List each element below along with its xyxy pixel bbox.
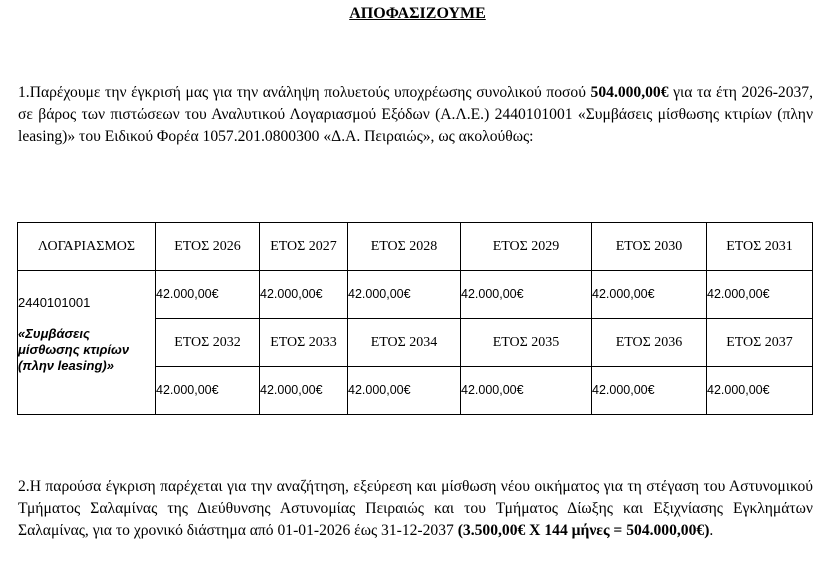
paragraph-2-calculation: (3.500,00€ Χ 144 μήνες = 504.000,00€)	[457, 522, 710, 539]
amount-cell	[461, 367, 592, 415]
paragraph-1-text-end: για τα έτη 2026-2037, σε βάρος των πιστώσεων του Αναλυτικού Λογαριασμού Εξόδων (Α.Λ.Ε.) 2440101001 «Συμβάσεις μίσθωσης κτιρίων (πλην leasing)» του Ειδικού Φορέα 1057.201.0800300 «Δ.Α. Πειραιώς», ως ακολούθως:	[18, 84, 813, 145]
year-header: ΕΤΟΣ 2032	[156, 319, 260, 367]
account-cell	[18, 271, 156, 415]
table-row	[18, 271, 813, 319]
paragraph-1	[18, 82, 813, 148]
amount-cell	[461, 271, 592, 319]
paragraph-2	[18, 476, 813, 542]
table-header-row	[18, 223, 813, 271]
amount-value: 42.000,00€	[260, 383, 323, 397]
year-header: ΕΤΟΣ 2026	[156, 223, 260, 271]
amount-value: 42.000,00€	[156, 383, 219, 397]
amount-value: 42.000,00€	[348, 383, 411, 397]
year-header: ΕΤΟΣ 2036	[592, 319, 707, 367]
amount-value: 42.000,00€	[592, 287, 655, 301]
amount-value: 42.000,00€	[348, 287, 411, 301]
amount-cell	[592, 271, 707, 319]
amount-value: 42.000,00€	[592, 383, 655, 397]
amount-value: 42.000,00€	[707, 287, 770, 301]
year-header: ΕΤΟΣ 2033	[260, 319, 348, 367]
amount-cell	[260, 271, 348, 319]
decision-heading: ΑΠΟΦΑΣΙΖΟΥΜΕ	[349, 5, 486, 22]
amount-value: 42.000,00€	[156, 287, 219, 301]
paragraph-1-text-start: 1.Παρέχουμε την έγκρισή μας για την ανάληψη πολυετούς υποχρέωσης συνολικού ποσού	[18, 84, 591, 101]
year-header: ΕΤΟΣ 2037	[707, 319, 813, 367]
amount-value: 42.000,00€	[461, 287, 524, 301]
amount-value: 42.000,00€	[707, 383, 770, 397]
budget-table	[17, 222, 813, 415]
account-header: ΛΟΓΑΡΙΑΣΜΟΣ	[18, 223, 156, 271]
paragraph-1-amount: 504.000,00€	[590, 84, 669, 101]
year-header: ΕΤΟΣ 2027	[260, 223, 348, 271]
account-description: «Συμβάσεις μίσθωσης κτιρίων (πλην leasing)»	[18, 326, 130, 373]
amount-cell	[348, 271, 461, 319]
amount-cell	[348, 367, 461, 415]
year-header: ΕΤΟΣ 2028	[348, 223, 461, 271]
amount-cell	[592, 367, 707, 415]
paragraph-2-text-end: .	[709, 522, 714, 539]
amount-cell	[707, 271, 813, 319]
year-header: ΕΤΟΣ 2029	[461, 223, 592, 271]
paragraph-2-text-start: 2.Η παρούσα έγκριση παρέχεται για την αναζήτηση, εξεύρεση και μίσθωση νέου οικήματος για τη στέγαση του Αστυνομικού Τμήματος Σαλαμίνας της Διεύθυνσης Αστυνομίας Πειραιώς και του Τμήματος Δίωξης και Εξιχνίασης Εγκλημάτων Σαλαμίνας, για το χρονικό διάστημα από 01-01-2026 έως 31-12-2037	[18, 478, 813, 539]
year-header: ΕΤΟΣ 2034	[348, 319, 461, 367]
amount-cell	[707, 367, 813, 415]
year-header: ΕΤΟΣ 2030	[592, 223, 707, 271]
amount-cell	[156, 271, 260, 319]
amount-cell	[260, 367, 348, 415]
account-code: 2440101001	[18, 295, 91, 310]
amount-value: 42.000,00€	[461, 383, 524, 397]
amount-value: 42.000,00€	[260, 287, 323, 301]
year-header: ΕΤΟΣ 2035	[461, 319, 592, 367]
amount-cell	[156, 367, 260, 415]
year-header: ΕΤΟΣ 2031	[707, 223, 813, 271]
